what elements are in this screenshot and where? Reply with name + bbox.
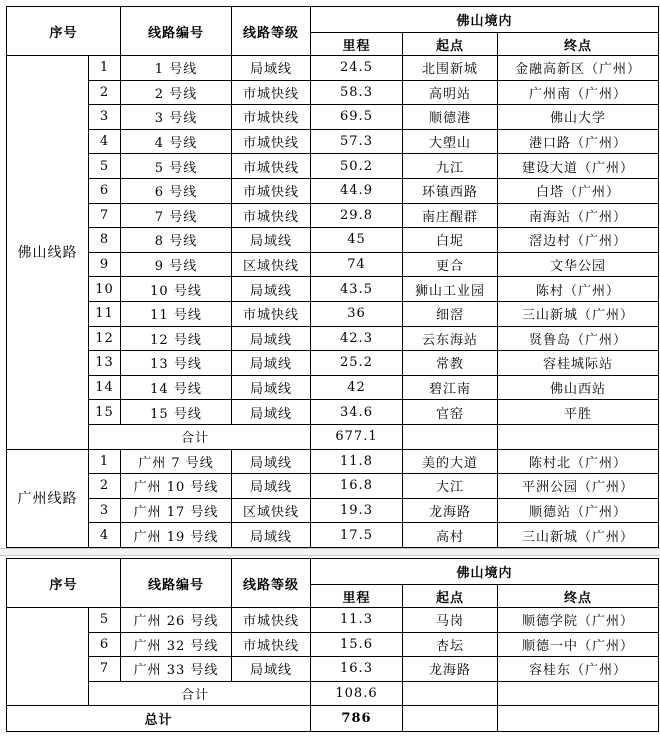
line-grade: 局域线 bbox=[232, 326, 311, 351]
row-number: 1 bbox=[89, 449, 121, 474]
end-station: 建设大道（广州） bbox=[498, 154, 659, 179]
line-length: 42 bbox=[311, 375, 403, 400]
end-station: 港口路（广州） bbox=[498, 129, 659, 154]
table-row bbox=[7, 498, 659, 523]
row-number: 6 bbox=[89, 178, 121, 203]
end-station: 广州南（广州） bbox=[498, 80, 659, 105]
start-station: 龙海路 bbox=[403, 498, 498, 523]
rail-lines-table-part2 bbox=[6, 558, 659, 732]
table-row bbox=[7, 632, 659, 657]
line-grade: 市城快线 bbox=[232, 632, 311, 657]
start-station: 顺德港 bbox=[403, 105, 498, 130]
line-number: 广州 10 号线 bbox=[121, 474, 232, 499]
subtotal-length: 108.6 bbox=[311, 681, 403, 706]
start-station: 细滘 bbox=[403, 301, 498, 326]
line-number: 5 号线 bbox=[121, 154, 232, 179]
end-station: 平胜 bbox=[498, 400, 659, 425]
row-number: 5 bbox=[89, 608, 121, 633]
empty-cell bbox=[498, 681, 659, 706]
empty-cell bbox=[498, 424, 659, 449]
line-length: 58.3 bbox=[311, 80, 403, 105]
line-length: 11.3 bbox=[311, 608, 403, 633]
subtotal-label: 合计 bbox=[89, 424, 311, 449]
header-line-no: 线路编号 bbox=[121, 7, 232, 56]
line-grade: 局域线 bbox=[232, 56, 311, 81]
table-row bbox=[7, 228, 659, 253]
end-station: 三山新城（广州） bbox=[498, 301, 659, 326]
row-number: 3 bbox=[89, 105, 121, 130]
line-length: 16.3 bbox=[311, 657, 403, 682]
empty-cell bbox=[403, 706, 498, 732]
line-grade: 局域线 bbox=[232, 657, 311, 682]
table-row bbox=[7, 375, 659, 400]
start-station: 杏坛 bbox=[403, 632, 498, 657]
start-station: 美的大道 bbox=[403, 449, 498, 474]
line-number: 3 号线 bbox=[121, 105, 232, 130]
table-row bbox=[7, 154, 659, 179]
line-length: 16.8 bbox=[311, 474, 403, 499]
end-station: 贤鲁岛（广州） bbox=[498, 326, 659, 351]
end-station: 白塔（广州） bbox=[498, 178, 659, 203]
line-number: 广州 33 号线 bbox=[121, 657, 232, 682]
line-number: 广州 26 号线 bbox=[121, 608, 232, 633]
line-number: 广州 17 号线 bbox=[121, 498, 232, 523]
start-station: 更合 bbox=[403, 252, 498, 277]
line-grade: 市城快线 bbox=[232, 129, 311, 154]
line-length: 24.5 bbox=[311, 56, 403, 81]
table-row bbox=[7, 203, 659, 228]
line-grade: 局域线 bbox=[232, 228, 311, 253]
line-length: 42.3 bbox=[311, 326, 403, 351]
empty-cell bbox=[403, 424, 498, 449]
line-number: 广州 19 号线 bbox=[121, 523, 232, 548]
line-grade: 区域快线 bbox=[232, 498, 311, 523]
line-grade: 区域快线 bbox=[232, 252, 311, 277]
line-number: 10 号线 bbox=[121, 277, 232, 302]
start-station: 常教 bbox=[403, 351, 498, 376]
end-station: 平洲公园（广州） bbox=[498, 474, 659, 499]
line-length: 74 bbox=[311, 252, 403, 277]
header-length: 里程 bbox=[311, 585, 403, 608]
line-grade: 市城快线 bbox=[232, 203, 311, 228]
start-station: 云东海站 bbox=[403, 326, 498, 351]
row-number: 4 bbox=[89, 129, 121, 154]
start-station: 九江 bbox=[403, 154, 498, 179]
end-station: 陈村（广州） bbox=[498, 277, 659, 302]
grand-total-label: 总计 bbox=[7, 706, 311, 732]
header-line-no: 线路编号 bbox=[121, 559, 232, 608]
end-station: 滘边村（广州） bbox=[498, 228, 659, 253]
row-number: 14 bbox=[89, 375, 121, 400]
row-number: 12 bbox=[89, 326, 121, 351]
line-grade: 市城快线 bbox=[232, 105, 311, 130]
end-station: 顺德站（广州） bbox=[498, 498, 659, 523]
table-row bbox=[7, 105, 659, 130]
line-number: 9 号线 bbox=[121, 252, 232, 277]
row-number: 9 bbox=[89, 252, 121, 277]
grand-total-length: 786 bbox=[311, 706, 403, 732]
line-number: 12 号线 bbox=[121, 326, 232, 351]
table-row bbox=[7, 657, 659, 682]
row-number: 7 bbox=[89, 203, 121, 228]
header-foshan-section: 佛山境内 bbox=[311, 7, 659, 33]
line-grade: 市城快线 bbox=[232, 154, 311, 179]
row-number: 13 bbox=[89, 351, 121, 376]
line-grade: 局域线 bbox=[232, 351, 311, 376]
line-number: 6 号线 bbox=[121, 178, 232, 203]
row-number: 15 bbox=[89, 400, 121, 425]
start-station: 高明站 bbox=[403, 80, 498, 105]
line-number: 11 号线 bbox=[121, 301, 232, 326]
table-row bbox=[7, 351, 659, 376]
table-row bbox=[7, 608, 659, 633]
line-length: 44.9 bbox=[311, 178, 403, 203]
line-length: 36 bbox=[311, 301, 403, 326]
group-guangzhou: 广州线路 bbox=[7, 449, 89, 547]
line-length: 25.2 bbox=[311, 351, 403, 376]
start-station: 高村 bbox=[403, 523, 498, 548]
line-length: 43.5 bbox=[311, 277, 403, 302]
start-station: 环镇西路 bbox=[403, 178, 498, 203]
line-length: 50.2 bbox=[311, 154, 403, 179]
end-station: 顺德一中（广州） bbox=[498, 632, 659, 657]
start-station: 大江 bbox=[403, 474, 498, 499]
end-station: 金融高新区（广州） bbox=[498, 56, 659, 81]
line-length: 69.5 bbox=[311, 105, 403, 130]
line-grade: 市城快线 bbox=[232, 608, 311, 633]
line-length: 45 bbox=[311, 228, 403, 253]
row-number: 4 bbox=[89, 523, 121, 548]
end-station: 陈村北（广州） bbox=[498, 449, 659, 474]
page-break bbox=[0, 548, 660, 556]
end-station: 佛山西站 bbox=[498, 375, 659, 400]
end-station: 佛山大学 bbox=[498, 105, 659, 130]
subtotal-row bbox=[7, 681, 659, 706]
header-end: 终点 bbox=[498, 33, 659, 56]
end-station: 容桂东（广州） bbox=[498, 657, 659, 682]
end-station: 南海站（广州） bbox=[498, 203, 659, 228]
header-end: 终点 bbox=[498, 585, 659, 608]
line-number: 15 号线 bbox=[121, 400, 232, 425]
start-station: 南庄醒群 bbox=[403, 203, 498, 228]
header-start: 起点 bbox=[403, 585, 498, 608]
line-grade: 市城快线 bbox=[232, 178, 311, 203]
group-guangzhou-continued bbox=[7, 608, 89, 706]
table-row bbox=[7, 400, 659, 425]
table-row bbox=[7, 474, 659, 499]
start-station: 官窑 bbox=[403, 400, 498, 425]
line-number: 1 号线 bbox=[121, 56, 232, 81]
row-number: 1 bbox=[89, 56, 121, 81]
line-grade: 市城快线 bbox=[232, 80, 311, 105]
table-row bbox=[7, 326, 659, 351]
line-number: 7 号线 bbox=[121, 203, 232, 228]
subtotal-length: 677.1 bbox=[311, 424, 403, 449]
table-row bbox=[7, 56, 659, 81]
table-row bbox=[7, 277, 659, 302]
start-station: 北围新城 bbox=[403, 56, 498, 81]
line-number: 4 号线 bbox=[121, 129, 232, 154]
line-grade: 局域线 bbox=[232, 277, 311, 302]
line-length: 19.3 bbox=[311, 498, 403, 523]
table-row bbox=[7, 129, 659, 154]
row-number: 3 bbox=[89, 498, 121, 523]
line-number: 广州 32 号线 bbox=[121, 632, 232, 657]
table-row bbox=[7, 80, 659, 105]
header-foshan-section: 佛山境内 bbox=[311, 559, 659, 585]
row-number: 6 bbox=[89, 632, 121, 657]
subtotal-label: 合计 bbox=[89, 681, 311, 706]
line-grade: 局域线 bbox=[232, 449, 311, 474]
start-station: 白坭 bbox=[403, 228, 498, 253]
line-length: 34.6 bbox=[311, 400, 403, 425]
row-number: 11 bbox=[89, 301, 121, 326]
start-station: 马岗 bbox=[403, 608, 498, 633]
subtotal-row bbox=[7, 424, 659, 449]
row-number: 2 bbox=[89, 80, 121, 105]
table-row bbox=[7, 449, 659, 474]
line-grade: 局域线 bbox=[232, 400, 311, 425]
table-row bbox=[7, 178, 659, 203]
rail-lines-table-part1 bbox=[6, 6, 659, 548]
end-station: 顺德学院（广州） bbox=[498, 608, 659, 633]
start-station: 大塱山 bbox=[403, 129, 498, 154]
line-number: 2 号线 bbox=[121, 80, 232, 105]
grand-total-row bbox=[7, 706, 659, 732]
header-seq: 序号 bbox=[7, 559, 121, 608]
line-grade: 局域线 bbox=[232, 523, 311, 548]
empty-cell bbox=[403, 681, 498, 706]
start-station: 碧江南 bbox=[403, 375, 498, 400]
line-length: 15.6 bbox=[311, 632, 403, 657]
line-length: 57.3 bbox=[311, 129, 403, 154]
line-number: 广州 7 号线 bbox=[121, 449, 232, 474]
end-station: 三山新城（广州） bbox=[498, 523, 659, 548]
row-number: 5 bbox=[89, 154, 121, 179]
header-length: 里程 bbox=[311, 33, 403, 56]
header-grade: 线路等级 bbox=[232, 559, 311, 608]
line-length: 17.5 bbox=[311, 523, 403, 548]
start-station: 龙海路 bbox=[403, 657, 498, 682]
header-seq: 序号 bbox=[7, 7, 121, 56]
header-start: 起点 bbox=[403, 33, 498, 56]
line-grade: 市城快线 bbox=[232, 301, 311, 326]
header-grade: 线路等级 bbox=[232, 7, 311, 56]
group-foshan: 佛山线路 bbox=[7, 56, 89, 450]
end-station: 文华公园 bbox=[498, 252, 659, 277]
line-number: 8 号线 bbox=[121, 228, 232, 253]
end-station: 容桂城际站 bbox=[498, 351, 659, 376]
row-number: 7 bbox=[89, 657, 121, 682]
table-row bbox=[7, 523, 659, 548]
line-grade: 局域线 bbox=[232, 474, 311, 499]
row-number: 2 bbox=[89, 474, 121, 499]
line-length: 11.8 bbox=[311, 449, 403, 474]
table-row bbox=[7, 301, 659, 326]
line-grade: 局域线 bbox=[232, 375, 311, 400]
table-row bbox=[7, 252, 659, 277]
row-number: 8 bbox=[89, 228, 121, 253]
empty-cell bbox=[498, 706, 659, 732]
line-length: 29.8 bbox=[311, 203, 403, 228]
line-number: 13 号线 bbox=[121, 351, 232, 376]
row-number: 10 bbox=[89, 277, 121, 302]
line-number: 14 号线 bbox=[121, 375, 232, 400]
start-station: 狮山工业园 bbox=[403, 277, 498, 302]
